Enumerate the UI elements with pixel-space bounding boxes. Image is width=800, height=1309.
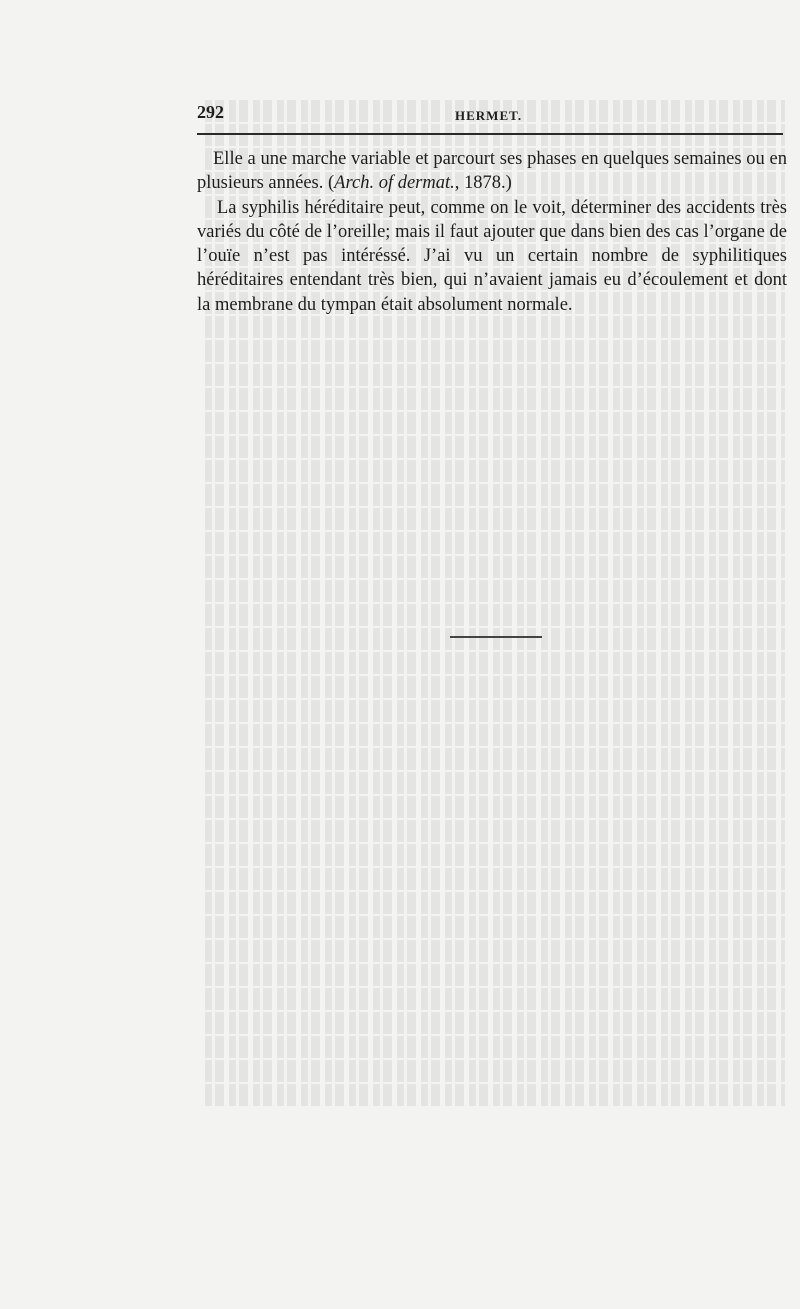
paragraph-2: La syphilis héréditaire peut, comme on le voit, déterminer des accidents très variés du côté de l’oreille; mais il faut ajouter que dans bien des cas l’organe de l’ouïe n’est pas intéréssé. J’ai vu un certain nombre de syphilitiques héréditaires entendant très bien, qui n’avaient jamais eu d’écoulement et dont la membrane du tympan était absolument normale.: [197, 197, 787, 315]
page-number: 292: [197, 102, 224, 122]
paragraph-1: [197, 147, 787, 196]
citation-journal: Arch. of dermat.: [334, 173, 455, 194]
body-text: [197, 147, 787, 317]
running-head: HERMET.: [455, 108, 523, 123]
header-rule: [197, 133, 783, 135]
paragraph-1-text: Elle a une marche variable et parcourt ses phases en quelques semaines ou en plusieurs années. (: [197, 149, 787, 194]
citation-year: , 1878.): [454, 173, 512, 194]
section-end-rule: [450, 636, 542, 638]
